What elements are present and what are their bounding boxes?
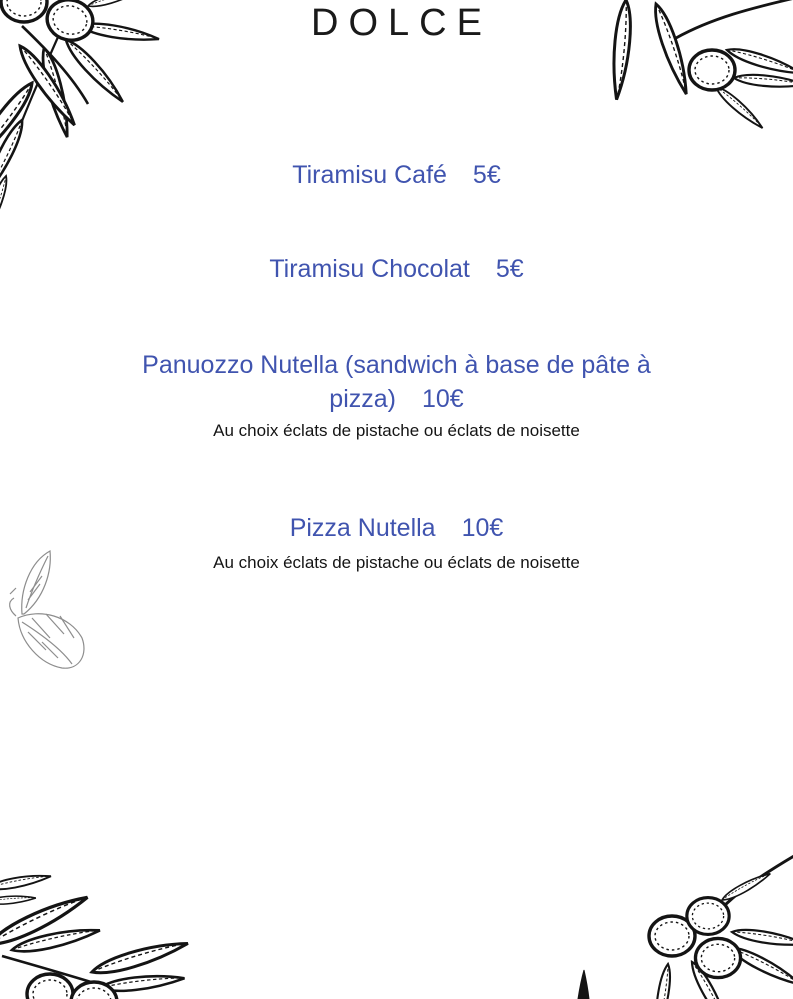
dish-note: Au choix éclats de pistache ou éclats de noisette xyxy=(213,421,580,440)
dish-price: 10€ xyxy=(461,514,504,542)
olive-branch-illustration-bottom-right xyxy=(572,844,793,999)
leaf-tip-sketch xyxy=(578,970,589,999)
olive-branch-illustration-bottom-left xyxy=(0,844,207,999)
menu-item-panuozzo-nutella xyxy=(117,348,677,416)
page-title: DOLCE xyxy=(311,2,492,44)
dish-note: Au choix éclats de pistache ou éclats de noisette xyxy=(213,553,580,572)
menu-item-tiramisu-chocolat xyxy=(0,255,793,285)
menu-item-tiramisu-cafe xyxy=(0,161,793,191)
dish-name: Tiramisu Chocolat xyxy=(269,255,470,283)
dish-name: Panuozzo Nutella (sandwich à base de pâte à pizza) xyxy=(142,351,651,413)
menu-item-pizza-nutella xyxy=(0,514,793,544)
dish-name: Pizza Nutella xyxy=(289,514,436,542)
dish-price: 5€ xyxy=(472,161,501,189)
dish-name: Tiramisu Café xyxy=(292,161,447,189)
dish-price: 10€ xyxy=(421,385,464,413)
dish-price: 5€ xyxy=(495,255,524,283)
